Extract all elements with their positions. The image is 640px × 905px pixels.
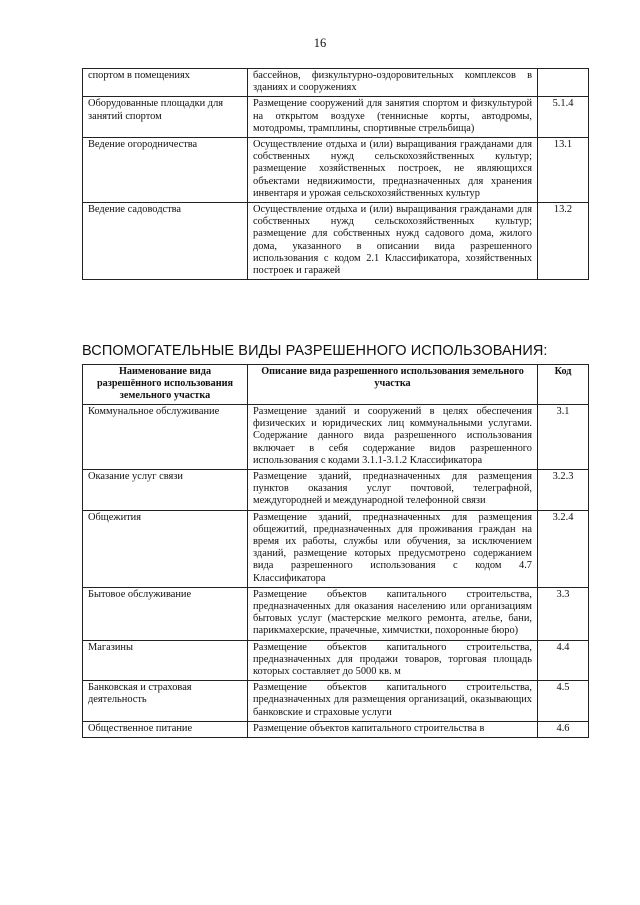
cell-description: Размещение объектов капитального строительства, предназначенных для оказания населению или организациям бытовых услуг (мастерские мелкого ремонта, ателье, бани, парикмахерские, прачечные, химчистки, похоронные бюро) <box>248 587 538 640</box>
table2-body <box>83 405 589 738</box>
auxiliary-use-table <box>82 364 589 738</box>
cell-description: Размещение объектов капитального строительства, предназначенных для размещения организаций, оказывающих банковские и страховые услуги <box>248 681 538 722</box>
table-row <box>83 681 589 722</box>
table-row <box>83 640 589 681</box>
header-code: Код <box>538 365 589 405</box>
cell-code: 4.5 <box>538 681 589 722</box>
cell-name: Общественное питание <box>83 721 248 737</box>
table-row <box>83 405 589 470</box>
cell-code <box>538 69 589 97</box>
cell-code: 3.3 <box>538 587 589 640</box>
cell-name: Ведение огородничества <box>83 138 248 203</box>
cell-code: 5.1.4 <box>538 97 589 138</box>
page-number: 16 <box>313 36 327 50</box>
cell-code: 13.1 <box>538 138 589 203</box>
cell-name: Банковская и страховая деятельность <box>83 681 248 722</box>
cell-description: Размещение зданий, предназначенных для размещения общежитий, предназначенных для проживания граждан на время их работы, службы или обучения, за исключением зданий, размещение которых предусмотрено содержанием вида разрешенного использования с кодом 4.7 Классификатора <box>248 510 538 587</box>
cell-name: Коммунальное обслуживание <box>83 405 248 470</box>
cell-name: спортом в помещениях <box>83 69 248 97</box>
table-row <box>83 721 589 737</box>
cell-name: Оборудованные площадки для занятий спортом <box>83 97 248 138</box>
header-description: Описание вида разрешенного использования земельного участка <box>248 365 538 405</box>
cell-description: Осуществление отдыха и (или) выращивания гражданами для собственных нужд сельскохозяйственных культур; размещение для собственных нужд садового дома, жилого дома, указанного в описании вида разрешенного использования с кодом 2.1 Классификатора, хозяйственных построек и гаражей <box>248 203 538 280</box>
cell-description: Размещение объектов капитального строительства в <box>248 721 538 737</box>
cell-description: Осуществление отдыха и (или) выращивания гражданами для собственных нужд сельскохозяйственных культур; размещение хозяйственных построек, не являющихся объектами недвижимости, предназначенных для хранения инвентаря и урожая сельскохозяйственных культур <box>248 138 538 203</box>
table-row <box>83 510 589 587</box>
section-heading: ВСПОМОГАТЕЛЬНЫЕ ВИДЫ РАЗРЕШЕННОГО ИСПОЛЬЗОВАНИЯ: <box>82 343 548 359</box>
permitted-use-table-continued <box>82 68 589 280</box>
cell-description: Размещение объектов капитального строительства, предназначенных для продажи товаров, торговая площадь которых составляет до 5000 кв. м <box>248 640 538 681</box>
table-row <box>83 97 589 138</box>
cell-name: Общежития <box>83 510 248 587</box>
cell-description: Размещение сооружений для занятия спортом и физкультурой на открытом воздухе (теннисные корты, автодромы, мотодромы, трамплины, спортивные стрельбища) <box>248 97 538 138</box>
cell-description: бассейнов, физкультурно-оздоровительных комплексов в зданиях и сооружениях <box>248 69 538 97</box>
table-header-row <box>83 365 589 405</box>
cell-code: 3.2.3 <box>538 470 589 511</box>
table-row <box>83 470 589 511</box>
cell-name: Магазины <box>83 640 248 681</box>
table-row <box>83 587 589 640</box>
cell-code: 13.2 <box>538 203 589 280</box>
cell-code: 4.6 <box>538 721 589 737</box>
cell-code: 3.1 <box>538 405 589 470</box>
cell-code: 4.4 <box>538 640 589 681</box>
cell-name: Оказание услуг связи <box>83 470 248 511</box>
cell-code: 3.2.4 <box>538 510 589 587</box>
table-row <box>83 138 589 203</box>
table-row <box>83 203 589 280</box>
cell-description: Размещение зданий, предназначенных для размещения пунктов оказания услуг почтовой, телеграфной, междугородней и международной телефонной связи <box>248 470 538 511</box>
cell-name: Бытовое обслуживание <box>83 587 248 640</box>
header-name: Наименование вида разрешённого использования земельного участка <box>83 365 248 405</box>
cell-description: Размещение зданий и сооружений в целях обеспечения физических и юридических лиц коммунальными услугами. Содержание данного вида разрешенного использования включает в себя содержание видов разрешенного использования с кодами 3.1.1-3.1.2 Классификатора <box>248 405 538 470</box>
cell-name: Ведение садоводства <box>83 203 248 280</box>
table1-body <box>83 69 589 280</box>
table-row <box>83 69 589 97</box>
